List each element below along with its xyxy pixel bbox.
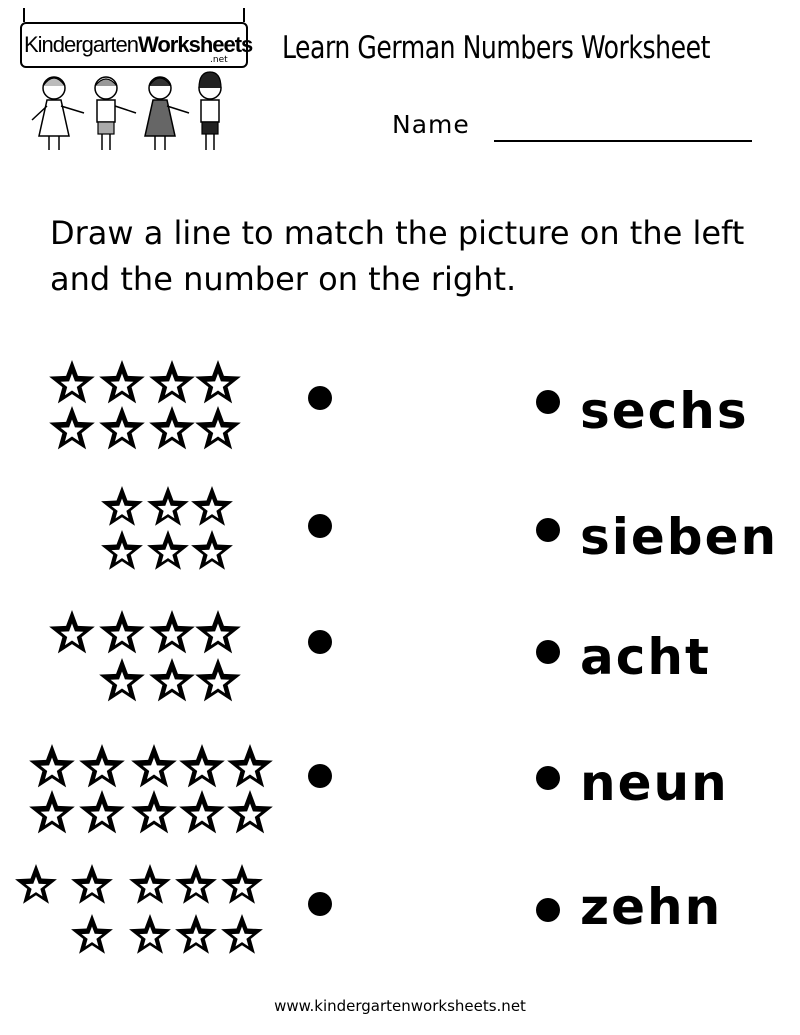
footer-url: www.kindergartenworksheets.net (274, 997, 526, 1015)
site-logo (14, 8, 254, 158)
left-dot[interactable] (308, 630, 332, 654)
star-group (12, 860, 272, 970)
number-word: sieben (580, 508, 779, 566)
right-dot[interactable] (536, 766, 560, 790)
left-dot[interactable] (308, 892, 332, 916)
name-label: Name (392, 110, 470, 139)
name-underline[interactable] (494, 140, 752, 142)
number-word: neun (580, 754, 729, 812)
left-dot[interactable] (308, 764, 332, 788)
logo-text-part2: Worksheets (137, 32, 253, 57)
logo-suffix: .net (210, 55, 228, 65)
number-word: zehn (580, 878, 723, 936)
right-dot[interactable] (536, 518, 560, 542)
right-dot[interactable] (536, 390, 560, 414)
children-illustration (14, 8, 254, 158)
right-dot[interactable] (536, 898, 560, 922)
number-word: sechs (580, 382, 749, 440)
number-word: acht (580, 628, 711, 686)
left-dot[interactable] (308, 514, 332, 538)
left-dot[interactable] (308, 386, 332, 410)
logo-text-part1: Kindergarten (24, 32, 138, 57)
star-group (26, 740, 276, 840)
star-group (48, 608, 248, 708)
page-title: Learn German Numbers Worksheet (282, 30, 710, 66)
star-group (48, 358, 248, 458)
instructions: Draw a line to match the picture on the left and the number on the right. (50, 214, 745, 298)
star-group (96, 482, 246, 582)
right-dot[interactable] (536, 640, 560, 664)
